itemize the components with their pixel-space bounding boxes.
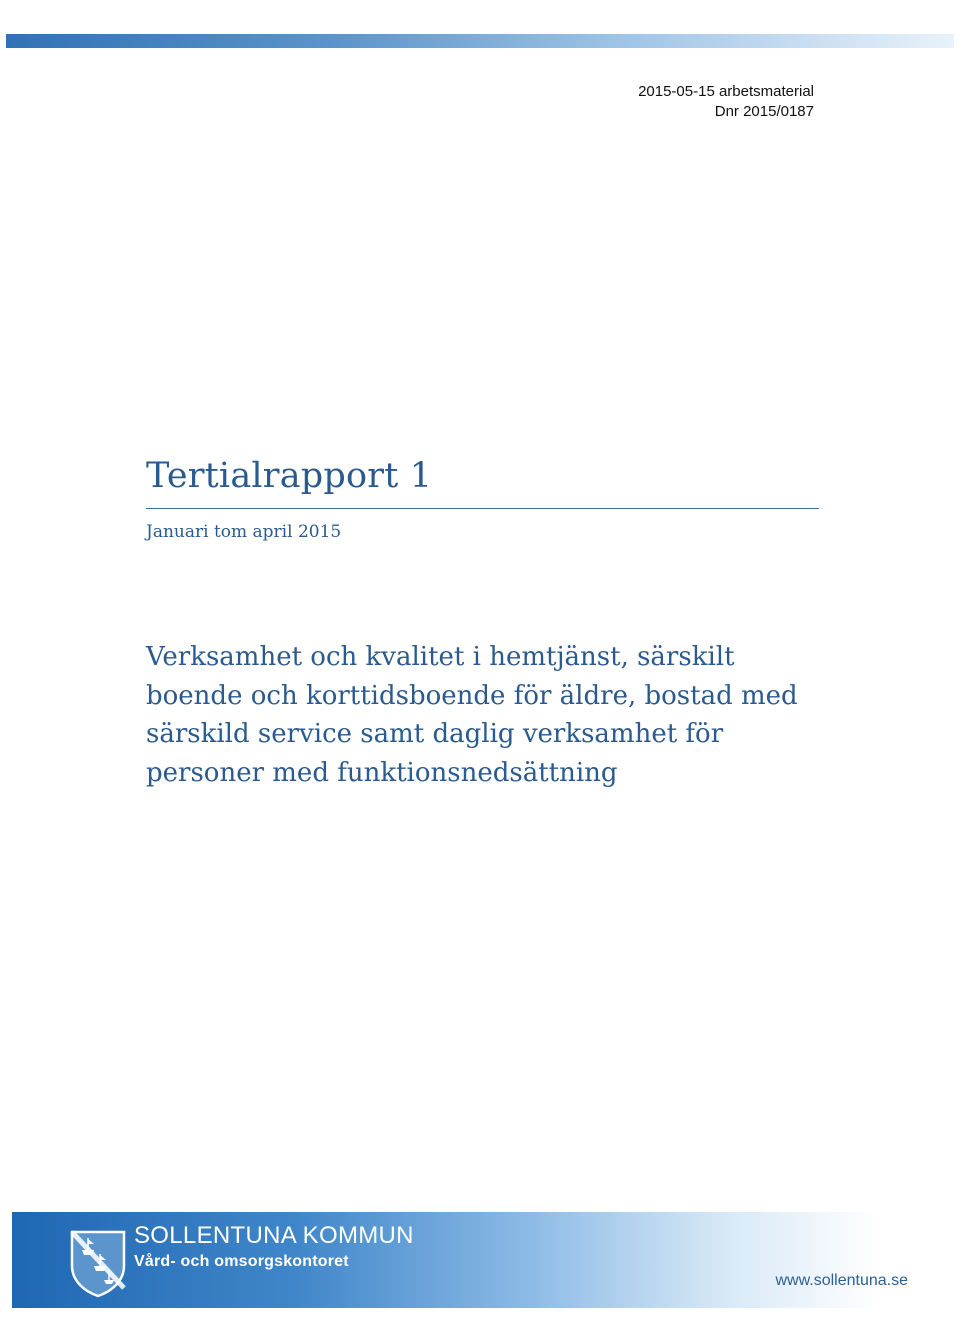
dnr-line: Dnr 2015/0187 (714, 103, 814, 120)
department-name: Vård- och omsorgskontoret (134, 1253, 349, 1270)
website-link[interactable]: www.sollentuna.se (775, 1272, 908, 1289)
report-heading: Verksamhet och kvalitet i hemtjänst, särskilt boende och korttidsboende för äldre, bostad med särskild service samt daglig verksamhet för personer med funktionsnedsättning (146, 642, 798, 788)
date-status-line: 2015-05-15 arbetsmaterial (638, 83, 814, 100)
organization-name: SOLLENTUNA KOMMUN (134, 1222, 414, 1249)
report-title: Tertialrapport 1 (146, 456, 433, 496)
title-divider (146, 508, 819, 509)
document-meta (638, 82, 814, 122)
top-color-band (6, 34, 954, 48)
report-period: Januari tom april 2015 (146, 522, 342, 542)
municipal-crest-icon (68, 1228, 128, 1298)
